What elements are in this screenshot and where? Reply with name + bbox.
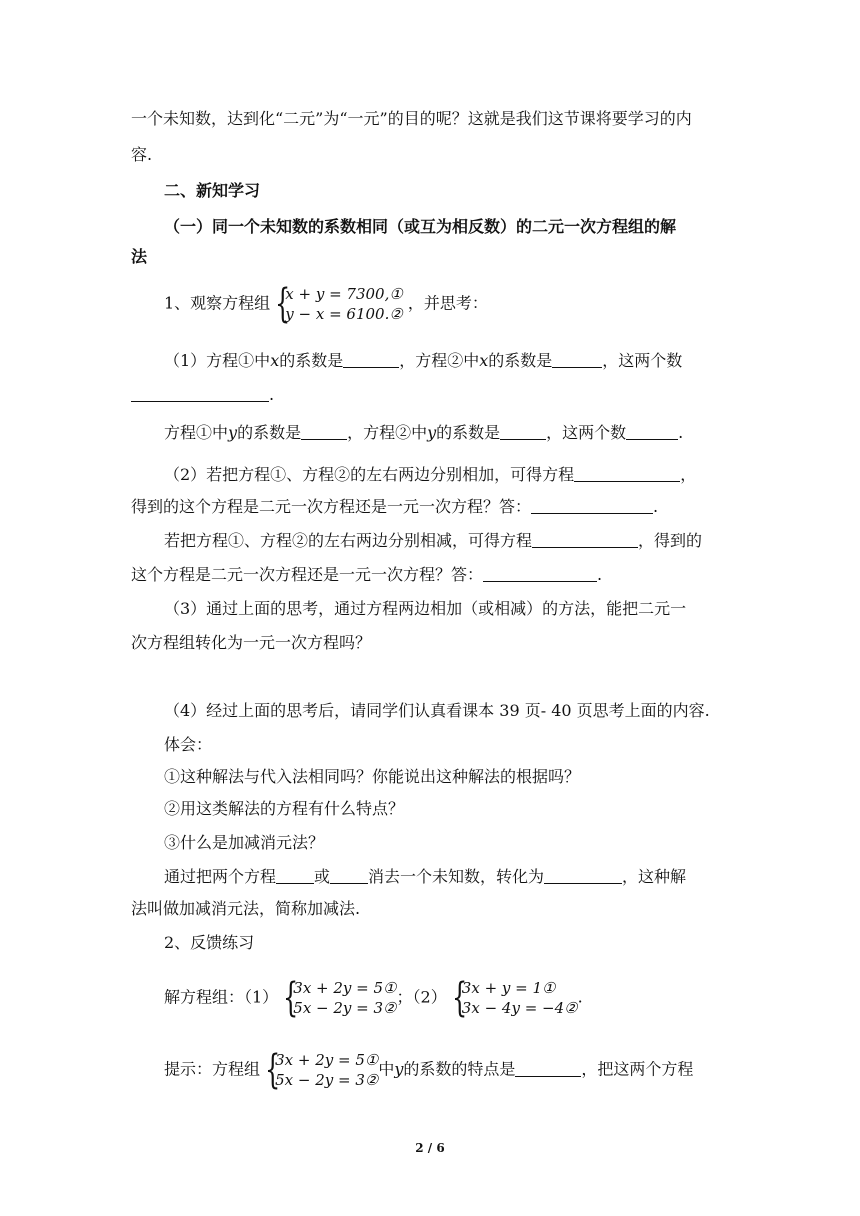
definition-line (131, 898, 731, 920)
text: ②用这类解法的方程有什么特点？ (164, 799, 405, 818)
fill-blank (515, 1060, 581, 1077)
text-line (164, 832, 764, 854)
text: 2、反馈练习 (164, 933, 255, 952)
equation: 3x − 4y = −4② (461, 999, 578, 1017)
equation-system (265, 1047, 379, 1093)
fill-blank (500, 423, 546, 440)
brace: { (451, 975, 468, 1021)
text: ，并思考： (407, 293, 488, 313)
subsection-heading (164, 216, 764, 238)
fill-blank (276, 867, 314, 884)
text-line (164, 734, 764, 756)
text: 的系数是 (488, 351, 553, 370)
equation: 5x − 2y = 3② (275, 1071, 379, 1089)
text: （3）通过上面的思考，通过方程两边相加（或相减）的方法，能把二元一 (164, 599, 687, 618)
exercise-line (164, 975, 764, 1021)
text: 通过把两个方程 (164, 867, 277, 886)
equation: y − x = 6100.② (285, 305, 403, 323)
text: ，方程②中 (347, 423, 428, 442)
fill-blank (131, 385, 269, 402)
text: 的系数是 (279, 351, 344, 370)
fill-blank (626, 423, 678, 440)
question-line (131, 632, 731, 654)
text: ；（2） (396, 987, 447, 1007)
question-line (164, 350, 764, 372)
text: 容. (131, 145, 153, 164)
text-line (164, 932, 764, 954)
text: 中 (378, 1059, 395, 1079)
text: 或 (314, 867, 331, 886)
text: （2）若把方程①、方程②的左右两边分别相加，可得方程 (164, 465, 575, 484)
text: 的系数的特点是 (403, 1059, 516, 1079)
question-line (131, 496, 731, 518)
text-line (164, 766, 764, 788)
question-line (164, 700, 764, 722)
heading-text: （一）同一个未知数的系数相同（或互为相反数）的二元一次方程组的解 (164, 217, 677, 236)
text: 解方程组：（1） (164, 987, 279, 1007)
text: 的系数是 (237, 423, 302, 442)
text: 这个方程是二元一次方程还是一元一次方程？答： (131, 565, 484, 584)
text: 提示：方程组 (164, 1059, 261, 1079)
question-line (164, 464, 764, 486)
text-line (131, 144, 731, 166)
text: ，这种解 (622, 867, 687, 886)
observe-line (164, 281, 764, 327)
fill-blank (574, 465, 680, 482)
fill-blank (343, 351, 399, 368)
brace: { (275, 281, 291, 327)
equation: 3x + 2y = 5① (293, 979, 397, 997)
text: （1）方程①中 (164, 351, 271, 370)
equation: 3x + y = 1① (461, 979, 556, 997)
var: y (228, 423, 238, 442)
brace: { (265, 1047, 281, 1093)
text: 若把方程①、方程②的左右两边分别相减，可得方程 (164, 531, 533, 550)
heading-text: 二、新知学习 (164, 181, 261, 200)
text-line (131, 108, 731, 130)
text: 次方程组转化为一元一次方程吗？ (131, 633, 372, 652)
text: 消去一个未知数，转化为 (368, 867, 545, 886)
equation-system (275, 281, 403, 327)
question-line (164, 422, 764, 444)
text: 的系数是 (436, 423, 501, 442)
text: . (577, 987, 583, 1007)
var: y (427, 423, 437, 442)
text: 方程①中 (164, 423, 229, 442)
fill-blank (330, 867, 368, 884)
question-line (164, 530, 764, 552)
fill-blank (483, 565, 597, 582)
text: ，把这两个方程 (581, 1059, 694, 1079)
brace: { (283, 975, 299, 1021)
page-number: 2 / 6 (415, 1141, 445, 1155)
fill-blank (301, 423, 347, 440)
text: . (597, 565, 603, 584)
text: ，这两个数 (546, 423, 627, 442)
equation: 5x − 2y = 3② (293, 999, 397, 1017)
text: ，这两个数 (602, 351, 683, 370)
text: ③什么是加减消元法？ (164, 833, 325, 852)
subsection-heading-cont (131, 246, 731, 268)
text-line (164, 798, 764, 820)
question-line (131, 384, 731, 406)
fill-blank (532, 531, 638, 548)
question-line (131, 564, 731, 586)
text: （4）经过上面的思考后，请同学们认真看课本 39 页- 40 页思考上面的内容. (164, 701, 710, 720)
equation-system (283, 975, 397, 1021)
text: . (269, 385, 275, 404)
var: x (479, 351, 489, 370)
var: x (270, 351, 280, 370)
question-line (164, 598, 764, 620)
fill-blank (531, 497, 653, 514)
var: y (394, 1059, 404, 1079)
text: . (653, 497, 659, 516)
text: ，方程②中 (399, 351, 480, 370)
hint-line (164, 1047, 764, 1093)
fill-blank (544, 867, 622, 884)
text: 1、观察方程组 (164, 293, 271, 313)
text: . (678, 423, 684, 442)
text: 体会： (164, 735, 213, 754)
equation: x + y = 7300,① (285, 285, 403, 303)
text: 一个未知数，达到化“二元”为“一元”的目的呢？这就是我们这节课将要学习的内 (131, 109, 692, 128)
definition-line (164, 866, 764, 888)
equation-system (451, 975, 578, 1021)
text: ， (680, 465, 697, 484)
text: 得到的这个方程是二元一次方程还是一元一次方程？答： (131, 497, 532, 516)
fill-blank (552, 351, 602, 368)
equation: 3x + 2y = 5① (275, 1051, 379, 1069)
text: ①这种解法与代入法相同吗？你能说出这种解法的根据吗？ (164, 767, 581, 786)
text: ，得到的 (638, 531, 703, 550)
heading-text: 法 (131, 247, 148, 266)
text: 法叫做加减消元法，简称加减法. (131, 899, 361, 918)
section-heading (164, 180, 764, 202)
